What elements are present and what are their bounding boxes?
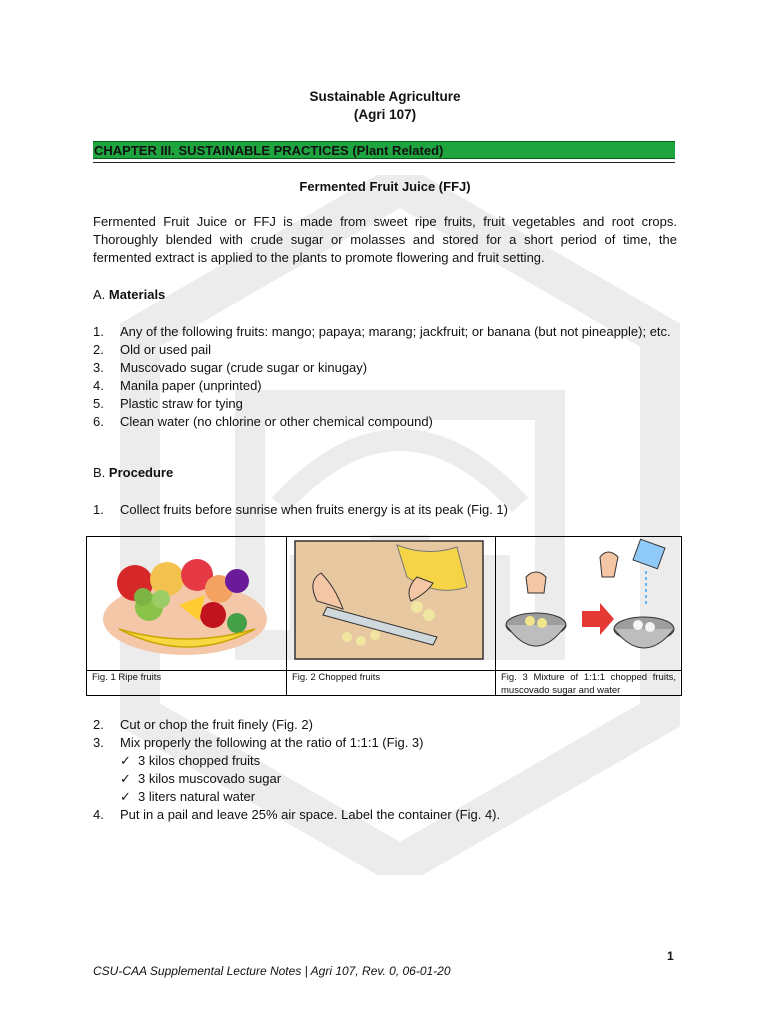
- list-number: 3.: [93, 360, 104, 375]
- ratio-text: 3 kilos muscovado sugar: [138, 771, 282, 786]
- list-number: 2.: [93, 717, 104, 732]
- list-text: Any of the following fruits: mango; papaya; marang; jackfruit; or banana (but not pineapple); etc.: [120, 324, 671, 339]
- list-number: 5.: [93, 396, 104, 411]
- materials-heading: [93, 287, 165, 302]
- list-item: [93, 501, 677, 519]
- page-footer: CSU-CAA Supplemental Lecture Notes | Agri 107, Rev. 0, 06-01-20: [93, 964, 451, 978]
- fruit-bowl-icon: [87, 537, 286, 669]
- procedure-step-1: [93, 501, 677, 519]
- list-text: Plastic straw for tying: [120, 396, 243, 411]
- chapter-heading: CHAPTER III. SUSTAINABLE PRACTICES (Plant Related): [93, 141, 675, 159]
- list-item: [93, 806, 677, 824]
- figure-cell-1: [87, 537, 287, 695]
- list-item: [93, 395, 677, 413]
- document-title: [93, 88, 677, 124]
- list-text: Old or used pail: [120, 342, 212, 357]
- ratio-item: [93, 770, 677, 788]
- list-number: 1.: [93, 324, 104, 339]
- section-title: Fermented Fruit Juice (FFJ): [299, 179, 471, 194]
- chopped-fruits-illustration: [287, 537, 495, 671]
- intro-paragraph: Fermented Fruit Juice or FFJ is made from sweet ripe fruits, fruit vegetables and root crops. Thoroughly blended with crude sugar or molasses and stored for a short period of time, the fermented extract is applied to the plants to promote flowering and fruit setting.: [93, 214, 677, 265]
- ratio-item: [93, 788, 677, 806]
- list-item: [93, 359, 677, 377]
- list-item: [93, 377, 677, 395]
- figure-caption: Fig. 2 Chopped fruits: [292, 672, 381, 683]
- figure-table: [86, 536, 682, 696]
- ripe-fruits-illustration: [87, 537, 286, 671]
- list-text: Put in a pail and leave 25% air space. Label the container (Fig. 4).: [120, 807, 501, 822]
- procedure-heading-prefix: B.: [93, 465, 106, 480]
- figure-caption: Fig. 1 Ripe fruits: [92, 672, 162, 683]
- list-item: [93, 716, 677, 734]
- list-item: [93, 341, 677, 359]
- figure-caption: Fig. 3 Mixture of 1:1:1 chopped fruits, muscovado sugar and water: [501, 672, 676, 696]
- materials-heading-label: Materials: [108, 287, 166, 302]
- chopping-board-icon: [287, 537, 495, 669]
- ratio-item: [93, 752, 677, 770]
- page-number: 1: [667, 949, 674, 963]
- list-number: 3.: [93, 735, 104, 750]
- check-mark-icon: ✓: [120, 753, 131, 768]
- procedure-heading-label: Procedure: [108, 465, 174, 480]
- course-code: (Agri 107): [353, 107, 417, 122]
- materials-heading-prefix: A.: [93, 287, 106, 302]
- ratio-text: 3 liters natural water: [138, 789, 256, 804]
- list-number: 4.: [93, 378, 104, 393]
- figure-cell-2: [287, 537, 496, 695]
- materials-list: [93, 323, 677, 431]
- procedure-steps: [93, 716, 677, 824]
- ratio-text: 3 kilos chopped fruits: [138, 753, 261, 768]
- list-item: [93, 413, 677, 431]
- check-mark-icon: ✓: [120, 789, 131, 804]
- list-number: 1.: [93, 502, 104, 517]
- list-text: Collect fruits before sunrise when fruits energy is at its peak (Fig. 1): [120, 502, 508, 517]
- list-item: [93, 734, 677, 752]
- course-title: Sustainable Agriculture: [309, 89, 461, 104]
- list-text: Clean water (no chlorine or other chemical compound): [120, 414, 433, 429]
- list-text: Cut or chop the fruit finely (Fig. 2): [120, 717, 313, 732]
- list-text: Manila paper (unprinted): [120, 378, 262, 393]
- list-text: Mix properly the following at the ratio of 1:1:1 (Fig. 3): [120, 735, 424, 750]
- chapter-divider: [93, 162, 675, 163]
- list-item: [93, 323, 677, 341]
- list-text: Muscovado sugar (crude sugar or kinugay): [120, 360, 368, 375]
- list-number: 2.: [93, 342, 104, 357]
- list-number: 6.: [93, 414, 104, 429]
- mixing-bowls-icon: [496, 537, 681, 669]
- procedure-heading: [93, 465, 173, 480]
- check-mark-icon: ✓: [120, 771, 131, 786]
- list-number: 4.: [93, 807, 104, 822]
- mixture-illustration: [496, 537, 681, 671]
- figure-cell-3: [496, 537, 681, 695]
